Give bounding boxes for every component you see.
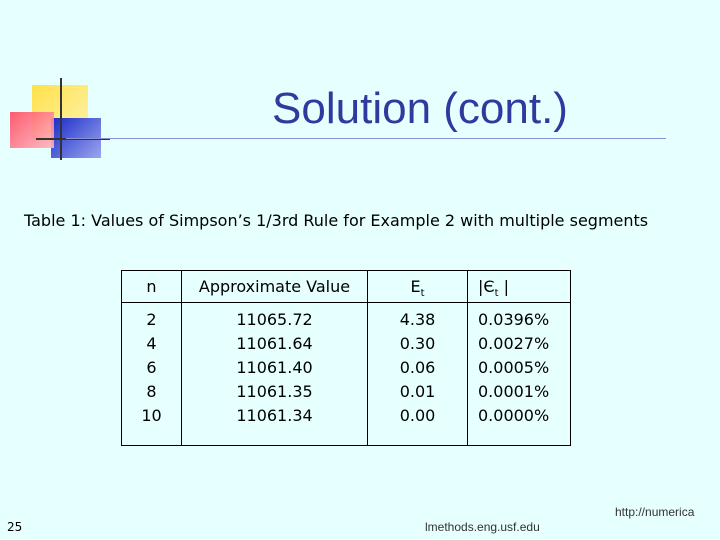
header-et-main: E <box>410 277 421 296</box>
header-n: n <box>122 271 181 303</box>
title-underline <box>66 138 666 139</box>
logo-decoration <box>0 0 110 170</box>
header-pct-sub: t <box>494 288 499 300</box>
cell-n: 6 <box>146 358 157 377</box>
cell-n: 2 <box>146 310 157 329</box>
cell-et: 0.30 <box>399 334 436 353</box>
cell-n: 8 <box>146 382 157 401</box>
cell-pct: 0.0027% <box>478 334 550 353</box>
footer-url-line1[interactable]: http://numerica <box>615 505 695 519</box>
header-et-sub: t <box>420 288 425 300</box>
column-pct <box>467 271 571 445</box>
column-approx <box>181 271 367 445</box>
cell-approx: 11061.34 <box>236 406 313 425</box>
cell-n: 4 <box>146 334 157 353</box>
column-pct-values <box>468 303 570 428</box>
logo-vertical-line <box>60 78 62 160</box>
header-pct-main: |Є <box>478 277 495 296</box>
header-pct <box>468 271 570 303</box>
column-approx-values <box>182 303 367 428</box>
header-et <box>368 271 467 303</box>
column-n <box>121 271 181 445</box>
cell-et: 0.01 <box>399 382 436 401</box>
cell-pct: 0.0000% <box>478 406 550 425</box>
cell-approx: 11065.72 <box>236 310 313 329</box>
column-n-values <box>122 303 181 428</box>
cell-approx: 11061.40 <box>236 358 313 377</box>
column-et-values <box>368 303 467 428</box>
cell-approx: 11061.35 <box>236 382 313 401</box>
cell-pct: 0.0001% <box>478 382 550 401</box>
cell-pct: 0.0396% <box>478 310 550 329</box>
header-pct-end: | <box>498 277 509 296</box>
cell-approx: 11061.64 <box>236 334 313 353</box>
cell-et: 0.00 <box>399 406 436 425</box>
cell-pct: 0.0005% <box>478 358 550 377</box>
table-caption: Table 1: Values of Simpson’s 1/3rd Rule for Example 2 with multiple segments <box>24 211 649 230</box>
logo-red-square <box>10 112 54 148</box>
cell-et: 4.38 <box>399 310 436 329</box>
header-approx: Approximate Value <box>182 271 367 303</box>
footer-url-line2[interactable]: lmethods.eng.usf.edu <box>425 520 540 534</box>
page-number: 25 <box>7 520 23 534</box>
results-table <box>121 270 571 446</box>
cell-n: 10 <box>141 406 162 425</box>
cell-et: 0.06 <box>399 358 436 377</box>
page-title: Solution (cont.) <box>272 84 568 133</box>
column-et <box>367 271 467 445</box>
